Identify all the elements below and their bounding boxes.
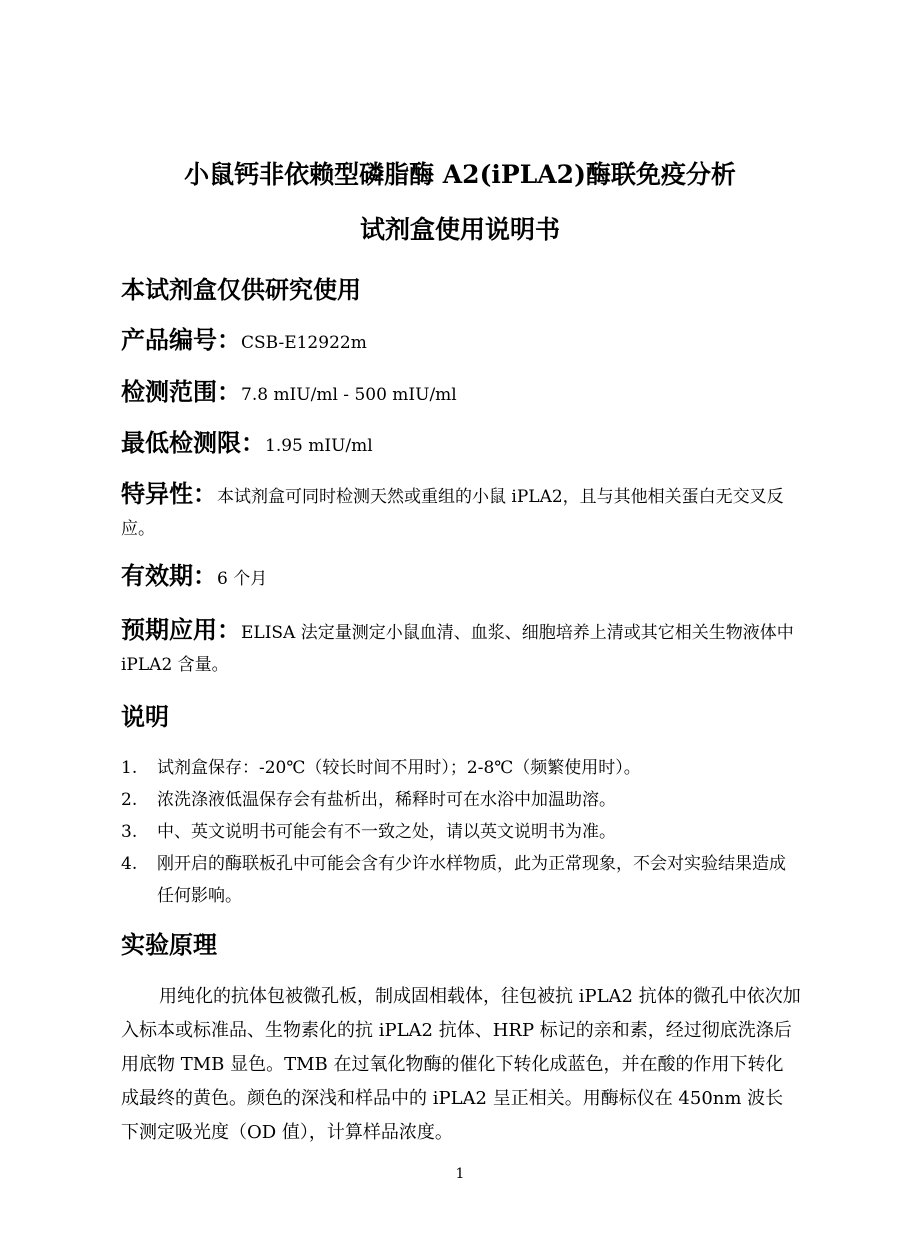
list-item-number: 3. [121, 822, 138, 842]
document-title: 小鼠钙非依赖型磷脂酶 A2(iPLA2)酶联免疫分析 [184, 160, 736, 189]
notes-heading: 说明 [121, 703, 169, 731]
detection-range-label: 检测范围： [121, 378, 241, 406]
list-item [121, 752, 801, 784]
list-item [121, 848, 801, 912]
principle-heading: 实验原理 [121, 931, 217, 959]
detection-range-value: 7.8 mIU/ml - 500 mIU/ml [241, 385, 457, 405]
product-number-field [121, 325, 801, 359]
list-item [121, 784, 801, 816]
list-item-number: 4. [121, 854, 138, 874]
detection-limit-field [121, 428, 801, 462]
page-number: 1 [455, 1166, 465, 1182]
product-number-label: 产品编号： [121, 326, 241, 354]
list-item-text: 刚开启的酶联板孔中可能会含有少许水样物质，此为正常现象，不会对实验结果造成任何影响。 [157, 854, 786, 906]
specificity-label: 特异性： [121, 480, 217, 508]
list-item [121, 816, 801, 848]
detection-limit-value: 1.95 mIU/ml [265, 436, 373, 456]
list-item-number: 1. [121, 758, 138, 778]
detection-limit-label: 最低检测限： [121, 429, 265, 457]
document-subtitle: 试剂盒使用说明书 [359, 215, 560, 244]
list-item-number: 2. [121, 790, 138, 810]
notes-list [121, 752, 801, 912]
principle-paragraph: 用纯化的抗体包被微孔板，制成固相载体，往包被抗 iPLA2 抗体的微孔中依次加入标本或标准品、生物素化的抗 iPLA2 抗体、HRP 标记的亲和素，经过彻底洗涤后用底物 TMB 显色。TMB 在过氧化物酶的催化下转化成蓝色，并在酸的作用下转化成最终的黄色。颜色的深浅和样品中的 iPLA2 呈正相关。用酶标仪在 450nm 波长下测定吸光度（OD 值），计算样品浓度。 [121, 986, 801, 1143]
application-value: ELISA 法定量测定小鼠血清、血浆、细胞培养上清或其它相关生物液体中 iPLA2 含量。 [121, 623, 794, 675]
list-item-text: 试剂盒保存：-20℃（较长时间不用时）；2-8℃（频繁使用时）。 [157, 758, 641, 778]
validity-field [121, 561, 801, 595]
list-item-text: 浓洗涤液低温保存会有盐析出，稀释时可在水浴中加温助溶。 [157, 790, 616, 810]
specificity-field [121, 479, 801, 545]
detection-range-field [121, 377, 801, 411]
validity-value: 6 个月 [217, 569, 268, 589]
research-use-note: 本试剂盒仅供研究使用 [121, 276, 361, 304]
application-field [121, 615, 801, 681]
specificity-value: 本试剂盒可同时检测天然或重组的小鼠 iPLA2，且与其他相关蛋白无交叉反应。 [121, 487, 784, 539]
application-label: 预期应用： [121, 616, 241, 644]
list-item-text: 中、英文说明书可能会有不一致之处，请以英文说明书为准。 [157, 822, 616, 842]
validity-label: 有效期： [121, 562, 217, 590]
product-number-value: CSB-E12922m [241, 333, 367, 353]
